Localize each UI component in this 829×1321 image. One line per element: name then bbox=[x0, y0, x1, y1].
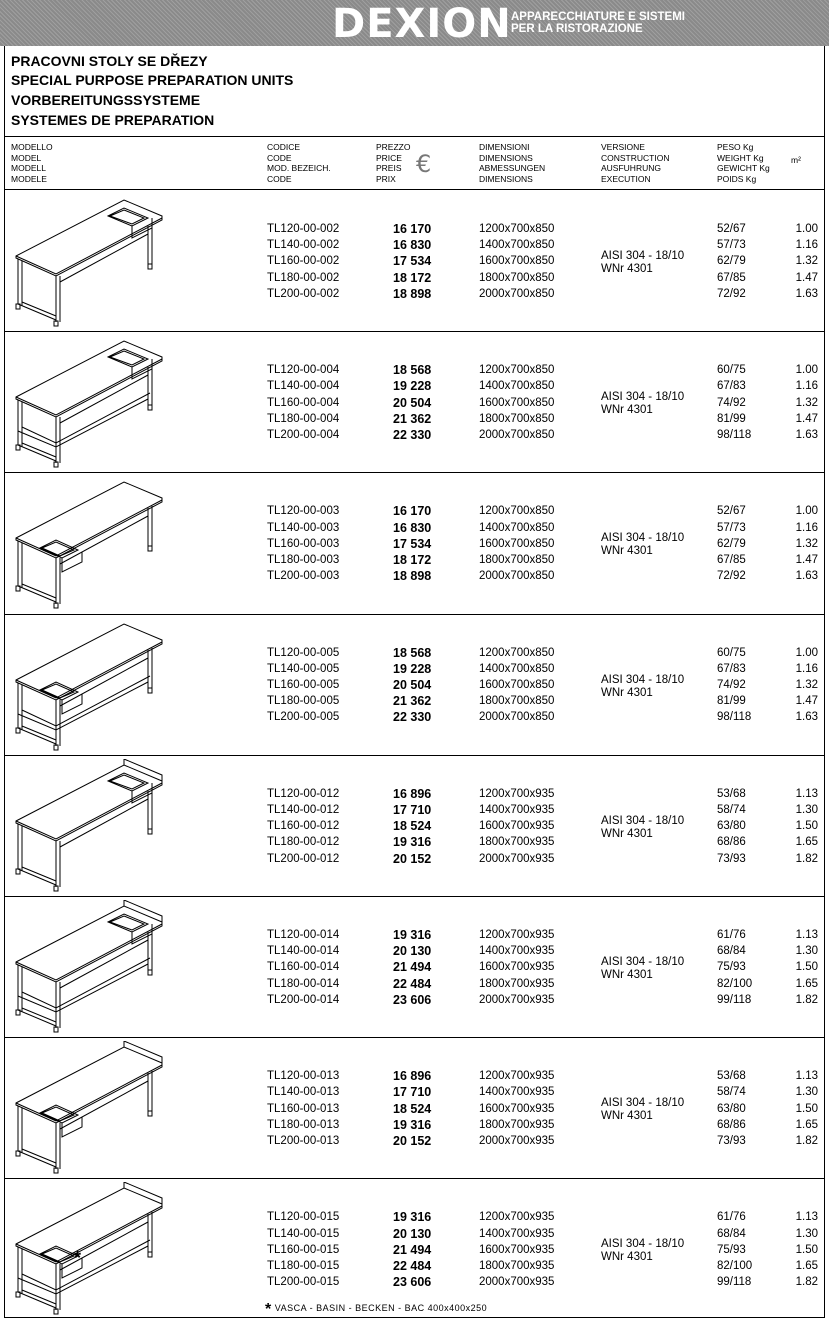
code-cell: TL180-00-014 bbox=[267, 977, 340, 990]
weight-cell: 68/84 bbox=[717, 1227, 746, 1240]
brand-header bbox=[0, 0, 829, 46]
area-cell: 1.47 bbox=[795, 271, 818, 284]
area-cell: 1.63 bbox=[795, 287, 818, 300]
area-cell: 1.32 bbox=[795, 537, 818, 550]
price-cell: 19 316 bbox=[393, 835, 432, 850]
dim-cell: 1600x700x935 bbox=[479, 820, 555, 833]
col-version: VERSIONE CONSTRUCTION AUSFUHRUNG EXECUTION bbox=[601, 142, 670, 184]
col-area-values bbox=[790, 1068, 818, 1149]
footnote bbox=[265, 1301, 487, 1319]
dim-cell: 1800x700x850 bbox=[479, 554, 555, 566]
weight-cell: 63/80 bbox=[717, 820, 746, 833]
price-cell: 19 316 bbox=[393, 1117, 432, 1132]
col-weight-values bbox=[717, 1209, 752, 1290]
construction-material: AISI 304 - 18/10 WNr 4301 bbox=[601, 532, 685, 558]
dim-cell: 1600x700x850 bbox=[479, 396, 555, 409]
table-sketch-image bbox=[12, 900, 172, 1034]
tagline-line-1: APPARECCHIATURE E SISTEMI bbox=[511, 11, 686, 23]
price-cell: 20 130 bbox=[393, 1226, 432, 1241]
price-cell: 16 170 bbox=[393, 222, 432, 236]
weight-cell: 67/85 bbox=[717, 271, 746, 284]
price-cell: 21 362 bbox=[393, 694, 432, 709]
weight-cell: 99/118 bbox=[717, 993, 752, 1006]
area-cell: 1.47 bbox=[795, 695, 818, 708]
price-cell: 20 504 bbox=[393, 395, 432, 410]
price-cell: 22 330 bbox=[393, 428, 432, 442]
price-cell: 19 316 bbox=[393, 1210, 432, 1225]
dim-cell: 1200x700x850 bbox=[479, 364, 555, 377]
dim-cell: 1400x700x935 bbox=[479, 945, 555, 958]
weight-cell: 68/86 bbox=[717, 836, 746, 849]
dim-cell: 2000x700x850 bbox=[479, 711, 555, 724]
price-cell: 16 896 bbox=[393, 786, 432, 801]
code-cell: TL180-00-004 bbox=[267, 412, 340, 425]
area-cell: 1.00 bbox=[795, 364, 818, 377]
product-section bbox=[4, 190, 825, 331]
col-area-values bbox=[790, 221, 818, 302]
dim-cell: 1600x700x935 bbox=[479, 1102, 555, 1115]
code-cell: TL180-00-012 bbox=[267, 836, 340, 849]
weight-cell: 81/99 bbox=[717, 412, 746, 425]
area-cell: 1.50 bbox=[795, 961, 818, 974]
price-cell: 22 484 bbox=[393, 976, 432, 991]
price-cell: 17 710 bbox=[393, 1085, 432, 1100]
price-cell: 22 330 bbox=[393, 710, 432, 725]
price-cell: 17 710 bbox=[393, 803, 432, 817]
area-cell: 1.47 bbox=[795, 412, 818, 425]
code-cell: TL180-00-002 bbox=[267, 271, 340, 284]
dim-cell: 1800x700x935 bbox=[479, 1118, 555, 1131]
price-cell: 16 896 bbox=[393, 1069, 432, 1084]
dim-cell: 1600x700x935 bbox=[479, 961, 555, 974]
col-weight-values bbox=[717, 503, 746, 584]
code-cell: TL120-00-003 bbox=[267, 505, 340, 518]
col-weight: PESO Kg WEIGHT Kg GEWICHT Kg POIDS Kg bbox=[717, 142, 770, 184]
col-weight-values bbox=[717, 645, 751, 726]
price-cell: 18 172 bbox=[393, 553, 432, 567]
dim-cell: 1800x700x935 bbox=[479, 977, 555, 990]
weight-cell: 60/75 bbox=[717, 364, 746, 377]
weight-cell: 52/67 bbox=[717, 223, 746, 235]
area-cell: 1.65 bbox=[795, 1260, 818, 1272]
area-cell: 1.13 bbox=[795, 929, 818, 941]
weight-cell: 62/79 bbox=[717, 537, 746, 550]
weight-cell: 67/83 bbox=[717, 662, 746, 675]
col-weight-values bbox=[717, 786, 746, 867]
col-code-values bbox=[267, 1068, 339, 1149]
construction-material: AISI 304 - 18/10 WNr 4301 bbox=[601, 673, 685, 699]
price-cell: 18 568 bbox=[393, 645, 432, 660]
product-section bbox=[4, 614, 825, 755]
area-cell: 1.63 bbox=[795, 570, 818, 583]
area-cell: 1.32 bbox=[795, 679, 818, 691]
col-code-values bbox=[267, 1209, 339, 1290]
weight-cell: 67/85 bbox=[717, 554, 746, 566]
col-area-values bbox=[790, 927, 818, 1008]
area-cell: 1.65 bbox=[795, 836, 818, 849]
weight-cell: 60/75 bbox=[717, 646, 746, 659]
area-cell: 1.32 bbox=[795, 255, 818, 268]
area-cell: 1.50 bbox=[795, 820, 818, 833]
area-cell: 1.30 bbox=[795, 1227, 818, 1240]
col-weight-values bbox=[717, 1068, 746, 1149]
weight-cell: 81/99 bbox=[717, 695, 746, 708]
dim-cell: 1400x700x935 bbox=[479, 1086, 555, 1099]
col-dim-values bbox=[479, 362, 554, 443]
col-area-values bbox=[790, 362, 818, 443]
code-cell: TL200-00-014 bbox=[267, 993, 340, 1006]
col-code-values bbox=[267, 645, 339, 726]
col-dim-values bbox=[479, 1068, 554, 1149]
title-en: SPECIAL PURPOSE PREPARATION UNITS bbox=[11, 72, 294, 88]
code-cell: TL160-00-013 bbox=[267, 1102, 340, 1115]
title-de: VORBEREITUNGSSYSTEME bbox=[11, 92, 201, 108]
col-area-values bbox=[790, 786, 818, 867]
code-cell: TL200-00-013 bbox=[267, 1135, 340, 1147]
code-cell: TL160-00-003 bbox=[267, 537, 340, 550]
dim-cell: 2000x700x935 bbox=[479, 1276, 555, 1289]
footnote-text: VASCA - BASIN - BECKEN - BAC 400x400x250 bbox=[274, 1303, 488, 1313]
price-cell: 18 172 bbox=[393, 270, 432, 285]
area-cell: 1.30 bbox=[795, 804, 818, 816]
weight-cell: 82/100 bbox=[717, 1260, 753, 1272]
col-area-values bbox=[790, 1209, 818, 1290]
construction-material: AISI 304 - 18/10 WNr 4301 bbox=[601, 1238, 685, 1264]
product-section bbox=[4, 1037, 825, 1178]
col-dimensions: DIMENSIONI DIMENSIONS ABMESSUNGEN DIMENSIONS bbox=[479, 142, 546, 184]
weight-cell: 67/83 bbox=[717, 380, 746, 393]
price-cell: 20 130 bbox=[393, 944, 432, 959]
dim-cell: 2000x700x935 bbox=[479, 993, 555, 1006]
weight-cell: 99/118 bbox=[717, 1276, 752, 1289]
area-cell: 1.13 bbox=[795, 787, 818, 800]
weight-cell: 57/73 bbox=[717, 521, 746, 534]
code-cell: TL160-00-002 bbox=[267, 255, 340, 268]
area-cell: 1.00 bbox=[795, 505, 818, 518]
weight-cell: 75/93 bbox=[717, 961, 746, 974]
page-titles bbox=[11, 52, 293, 130]
area-cell: 1.47 bbox=[795, 554, 818, 566]
weight-cell: 58/74 bbox=[717, 1086, 746, 1099]
code-cell: TL200-00-004 bbox=[267, 429, 340, 441]
code-cell: TL140-00-003 bbox=[267, 521, 340, 534]
dim-cell: 1400x700x935 bbox=[479, 1227, 555, 1240]
code-cell: TL140-00-005 bbox=[267, 662, 340, 675]
dim-cell: 2000x700x850 bbox=[479, 287, 555, 300]
col-dim-values bbox=[479, 1209, 554, 1290]
price-cell: 18 898 bbox=[393, 569, 432, 584]
area-cell: 1.00 bbox=[795, 223, 818, 235]
code-cell: TL140-00-012 bbox=[267, 804, 340, 816]
weight-cell: 57/73 bbox=[717, 239, 746, 252]
weight-cell: 72/92 bbox=[717, 287, 746, 300]
table-sketch-image bbox=[12, 335, 172, 469]
area-cell: 1.82 bbox=[795, 993, 818, 1006]
weight-cell: 75/93 bbox=[717, 1243, 746, 1256]
area-cell: 1.16 bbox=[795, 239, 818, 252]
dim-cell: 1200x700x935 bbox=[479, 787, 555, 800]
code-cell: TL140-00-015 bbox=[267, 1227, 340, 1240]
table-sketch-image bbox=[12, 1182, 172, 1316]
col-price-values bbox=[393, 786, 431, 867]
asterisk: * bbox=[265, 1301, 272, 1318]
dim-cell: 1400x700x850 bbox=[479, 239, 555, 252]
code-cell: TL120-00-012 bbox=[267, 787, 340, 800]
weight-cell: 73/93 bbox=[717, 1135, 746, 1147]
code-cell: TL140-00-002 bbox=[267, 239, 340, 252]
code-cell: TL180-00-003 bbox=[267, 554, 340, 566]
area-cell: 1.63 bbox=[795, 429, 818, 441]
product-section bbox=[4, 755, 825, 896]
code-cell: TL200-00-012 bbox=[267, 852, 340, 865]
dim-cell: 1200x700x850 bbox=[479, 505, 555, 518]
table-sketch-image bbox=[12, 759, 172, 893]
price-cell: 20 152 bbox=[393, 1134, 432, 1148]
col-weight-values bbox=[717, 362, 751, 443]
dim-cell: 1200x700x850 bbox=[479, 223, 555, 235]
weight-cell: 68/86 bbox=[717, 1118, 746, 1131]
price-cell: 18 568 bbox=[393, 363, 432, 378]
col-price-values bbox=[393, 503, 431, 584]
construction-material: AISI 304 - 18/10 WNr 4301 bbox=[601, 250, 685, 275]
dim-cell: 1400x700x850 bbox=[479, 380, 555, 393]
area-cell: 1.16 bbox=[795, 662, 818, 675]
product-section bbox=[4, 1178, 825, 1319]
weight-cell: 72/92 bbox=[717, 570, 746, 583]
dim-cell: 1200x700x935 bbox=[479, 929, 555, 941]
weight-cell: 63/80 bbox=[717, 1102, 746, 1115]
price-cell: 21 362 bbox=[393, 411, 432, 426]
dim-cell: 1800x700x850 bbox=[479, 695, 555, 708]
table-sketch-image bbox=[12, 1041, 172, 1175]
area-cell: 1.32 bbox=[795, 396, 818, 409]
col-price-values bbox=[393, 1068, 431, 1149]
area-cell: 1.63 bbox=[795, 711, 818, 724]
price-cell: 18 898 bbox=[393, 286, 432, 301]
area-cell: 1.16 bbox=[795, 380, 818, 393]
title-cz: PRACOVNI STOLY SE DŘEZY bbox=[11, 53, 208, 69]
code-cell: TL200-00-005 bbox=[267, 711, 340, 724]
code-cell: TL200-00-002 bbox=[267, 287, 340, 300]
price-cell: 18 524 bbox=[393, 819, 432, 834]
col-weight-values bbox=[717, 221, 746, 302]
area-cell: 1.82 bbox=[795, 1276, 818, 1289]
area-cell: 1.82 bbox=[795, 1135, 818, 1147]
col-code-values bbox=[267, 503, 339, 584]
weight-cell: 53/68 bbox=[717, 787, 746, 800]
product-section bbox=[4, 472, 825, 613]
col-code-values bbox=[267, 927, 339, 1008]
tagline bbox=[511, 11, 685, 35]
tagline-line-2: PER LA RISTORAZIONE bbox=[511, 23, 643, 35]
price-cell: 16 830 bbox=[393, 520, 432, 535]
dim-cell: 1400x700x850 bbox=[479, 662, 555, 675]
area-cell: 1.30 bbox=[795, 945, 818, 958]
construction-material: AISI 304 - 18/10 WNr 4301 bbox=[601, 1097, 685, 1123]
table-sketch-image bbox=[12, 194, 172, 328]
col-model: MODELLO MODEL MODELL MODELE bbox=[11, 142, 53, 184]
code-cell: TL200-00-003 bbox=[267, 570, 340, 583]
code-cell: TL120-00-004 bbox=[267, 364, 340, 377]
area-cell: 1.82 bbox=[795, 852, 818, 865]
weight-cell: 52/67 bbox=[717, 505, 746, 518]
area-cell: 1.13 bbox=[795, 1211, 818, 1224]
dim-cell: 1600x700x935 bbox=[479, 1243, 555, 1256]
dim-cell: 2000x700x935 bbox=[479, 852, 555, 865]
col-price: PREZZO PRICE PREIS PRIX bbox=[376, 142, 411, 184]
price-cell: 20 504 bbox=[393, 678, 432, 692]
area-cell: 1.65 bbox=[795, 977, 818, 990]
dim-cell: 1800x700x935 bbox=[479, 836, 555, 849]
code-cell: TL200-00-015 bbox=[267, 1276, 340, 1289]
weight-cell: 98/118 bbox=[717, 711, 752, 724]
code-cell: TL180-00-005 bbox=[267, 695, 340, 708]
weight-cell: 58/74 bbox=[717, 804, 746, 816]
table-sketch-image bbox=[12, 618, 172, 752]
price-cell: 16 830 bbox=[393, 238, 432, 253]
weight-cell: 68/84 bbox=[717, 945, 746, 958]
price-cell: 21 494 bbox=[393, 1242, 432, 1257]
svg-text:*: * bbox=[74, 1248, 82, 1269]
col-code-values bbox=[267, 221, 339, 302]
weight-cell: 53/68 bbox=[717, 1070, 746, 1083]
col-area: m² bbox=[791, 155, 801, 165]
col-code: CODICE CODE MOD. BEZEICH. CODE bbox=[267, 142, 331, 184]
col-dim-values bbox=[479, 786, 554, 867]
area-cell: 1.00 bbox=[795, 646, 818, 659]
weight-cell: 74/92 bbox=[717, 679, 746, 691]
code-cell: TL160-00-005 bbox=[267, 679, 340, 691]
construction-material: AISI 304 - 18/10 WNr 4301 bbox=[601, 956, 685, 981]
dim-cell: 2000x700x935 bbox=[479, 1135, 555, 1147]
dim-cell: 1200x700x850 bbox=[479, 646, 555, 659]
price-cell: 19 228 bbox=[393, 661, 432, 676]
area-cell: 1.50 bbox=[795, 1243, 818, 1256]
weight-cell: 73/93 bbox=[717, 852, 746, 865]
code-cell: TL180-00-013 bbox=[267, 1118, 340, 1131]
code-cell: TL160-00-012 bbox=[267, 820, 340, 833]
title-fr: SYSTEMES DE PREPARATION bbox=[11, 112, 215, 128]
price-cell: 17 534 bbox=[393, 254, 432, 269]
product-section bbox=[4, 896, 825, 1037]
price-cell: 18 524 bbox=[393, 1101, 432, 1116]
dim-cell: 1600x700x850 bbox=[479, 537, 555, 550]
area-cell: 1.13 bbox=[795, 1070, 818, 1083]
dim-cell: 1600x700x850 bbox=[479, 679, 555, 691]
weight-cell: 98/118 bbox=[717, 429, 752, 441]
dexion-logo: DEXION bbox=[332, 1, 512, 47]
euro-icon: € bbox=[416, 150, 432, 178]
col-dim-values bbox=[479, 645, 554, 726]
area-cell: 1.30 bbox=[795, 1086, 818, 1099]
dim-cell: 2000x700x850 bbox=[479, 429, 555, 441]
weight-cell: 62/79 bbox=[717, 255, 746, 268]
area-cell: 1.50 bbox=[795, 1102, 818, 1115]
weight-cell: 74/92 bbox=[717, 396, 746, 409]
weight-cell: 82/100 bbox=[717, 977, 753, 990]
col-dim-values bbox=[479, 927, 554, 1008]
code-cell: TL160-00-014 bbox=[267, 961, 340, 974]
dim-cell: 1200x700x935 bbox=[479, 1211, 555, 1224]
col-area-values bbox=[790, 503, 818, 584]
construction-material: AISI 304 - 18/10 WNr 4301 bbox=[601, 814, 685, 840]
price-cell: 16 170 bbox=[393, 504, 432, 519]
col-dim-values bbox=[479, 503, 554, 584]
area-cell: 1.65 bbox=[795, 1118, 818, 1131]
price-cell: 20 152 bbox=[393, 851, 432, 866]
dim-cell: 1400x700x935 bbox=[479, 804, 555, 816]
price-cell: 23 606 bbox=[393, 992, 432, 1007]
col-weight-values bbox=[717, 927, 752, 1008]
price-cell: 22 484 bbox=[393, 1259, 432, 1273]
dim-cell: 1800x700x850 bbox=[479, 271, 555, 284]
dim-cell: 1800x700x850 bbox=[479, 412, 555, 425]
col-code-values bbox=[267, 786, 339, 867]
code-cell: TL120-00-002 bbox=[267, 223, 340, 235]
col-area-values bbox=[790, 645, 818, 726]
dim-cell: 1200x700x935 bbox=[479, 1070, 555, 1083]
price-cell: 17 534 bbox=[393, 536, 432, 551]
col-code-values bbox=[267, 362, 339, 443]
code-cell: TL180-00-015 bbox=[267, 1260, 340, 1272]
code-cell: TL140-00-013 bbox=[267, 1086, 340, 1099]
table-sketch-image bbox=[12, 476, 172, 610]
col-price-values bbox=[393, 1209, 431, 1290]
col-dim-values bbox=[479, 221, 554, 302]
product-section bbox=[4, 331, 825, 472]
col-price-values bbox=[393, 362, 431, 443]
area-cell: 1.16 bbox=[795, 521, 818, 534]
price-cell: 19 316 bbox=[393, 928, 432, 942]
dim-cell: 2000x700x850 bbox=[479, 570, 555, 583]
col-price-values bbox=[393, 645, 431, 726]
code-cell: TL120-00-005 bbox=[267, 646, 340, 659]
weight-cell: 61/76 bbox=[717, 1211, 746, 1224]
price-cell: 19 228 bbox=[393, 379, 432, 394]
col-price-values bbox=[393, 221, 431, 302]
code-cell: TL120-00-015 bbox=[267, 1211, 340, 1224]
price-cell: 21 494 bbox=[393, 960, 432, 975]
code-cell: TL120-00-013 bbox=[267, 1070, 340, 1083]
price-cell: 23 606 bbox=[393, 1275, 432, 1290]
construction-material: AISI 304 - 18/10 WNr 4301 bbox=[601, 391, 685, 417]
code-cell: TL120-00-014 bbox=[267, 929, 340, 941]
col-price-values bbox=[393, 927, 431, 1008]
weight-cell: 61/76 bbox=[717, 929, 746, 941]
dim-cell: 1800x700x935 bbox=[479, 1260, 555, 1272]
code-cell: TL160-00-004 bbox=[267, 396, 340, 409]
code-cell: TL160-00-015 bbox=[267, 1243, 340, 1256]
dim-cell: 1400x700x850 bbox=[479, 521, 555, 534]
header-divider bbox=[4, 136, 825, 137]
code-cell: TL140-00-014 bbox=[267, 945, 340, 958]
dim-cell: 1600x700x850 bbox=[479, 255, 555, 268]
code-cell: TL140-00-004 bbox=[267, 380, 340, 393]
